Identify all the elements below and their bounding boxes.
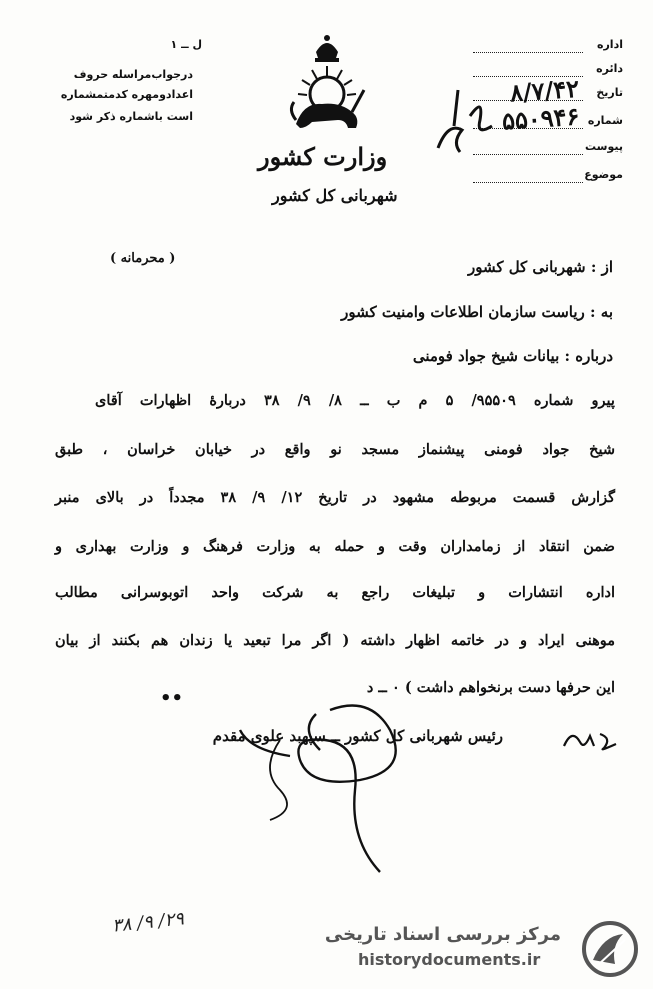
handwritten-number-mark-icon bbox=[430, 118, 470, 158]
header-field-line bbox=[473, 154, 583, 155]
header-field-0 bbox=[473, 34, 623, 58]
header-field-value: ۸/۷/۴۲ bbox=[508, 73, 580, 108]
body-line: گزارش قسمت مربوطه مشهود در تاریخ ۱۲/ ۹/ ۳۸ مجدداً در بالای منبر bbox=[55, 489, 615, 506]
header-field-label: موضوع bbox=[584, 168, 623, 181]
header-field-5 bbox=[473, 164, 623, 188]
header-field-label: دائره bbox=[596, 62, 623, 75]
signatory-line: رئیس شهربانی کل کشور ــ سپهبد علوی مقدم bbox=[212, 727, 503, 745]
ink-dots: •• bbox=[160, 688, 184, 709]
lion-and-sun-emblem-icon bbox=[282, 32, 372, 140]
reply-note-line-1: درجواب‌مراسله حروف bbox=[73, 68, 193, 81]
classification-label: ( محرمانه ) bbox=[110, 251, 176, 266]
body-line: ضمن انتقاد از زمامداران وقت و حمله به وزارت فرهنگ و وزارت بهداری و bbox=[55, 538, 615, 555]
body-line: این حرفها دست برنخواهم داشت ) ۰ ــ د bbox=[366, 679, 615, 696]
header-field-value: ۵۵۰۹۴۶ bbox=[500, 101, 580, 136]
header-field-label: پیوست bbox=[585, 140, 623, 153]
reply-note-line-2: اعداد‌ومهره کدمتمشماره bbox=[60, 88, 193, 101]
watermark-org-name: مرکز بررسی اسناد تاریخی bbox=[324, 924, 561, 945]
body-line: پیرو شماره ۹۵۵۰۹/ ۵ م ب ــ ۸/ ۹/ ۳۸ دربارهٔ اظهارات آقای bbox=[95, 392, 615, 409]
to-line: به : ریاست سازمان اطلاعات وامنیت کشور bbox=[341, 303, 613, 321]
body-line: شیخ جواد فومنی پیشنماز مسجد نو واقع در خیابان خراسان ، طبق bbox=[55, 441, 615, 458]
watermark-url: historydocuments.ir bbox=[358, 950, 541, 969]
body-line: اداره انتشارات و تبلیغات راجع به شرکت واحد اتوبوسرانی مطالب bbox=[55, 584, 615, 601]
form-code: ل ــ ۱ bbox=[170, 38, 202, 51]
header-field-label: شماره bbox=[587, 114, 623, 127]
body-line: موهنی ایراد و در خاتمه اظهار داشته ( اگر مرا تبعید یا زندان هم بکنند از بیان bbox=[55, 632, 615, 649]
watermark bbox=[324, 920, 643, 980]
signature-icon bbox=[220, 700, 430, 880]
subject-line: درباره : بیانات شیخ جواد فومنی bbox=[412, 347, 613, 365]
from-line: از : شهربانی کل کشور bbox=[467, 258, 613, 276]
archive-logo-icon bbox=[581, 920, 639, 978]
margin-handwritten-note: ۲۹/ ۹/ ۳۸ bbox=[111, 908, 185, 937]
handwritten-initials-icon bbox=[560, 724, 620, 754]
header-field-label: تاریخ bbox=[596, 86, 623, 99]
header-field-label: اداره bbox=[596, 38, 623, 51]
header-field-line bbox=[473, 182, 583, 183]
header-field-line bbox=[473, 52, 583, 53]
ministry-title: وزارت کشور bbox=[258, 142, 388, 171]
department-title: شهربانی کل کشور bbox=[272, 186, 398, 205]
reply-note-line-3: است باشماره ذکر شود bbox=[69, 110, 193, 123]
